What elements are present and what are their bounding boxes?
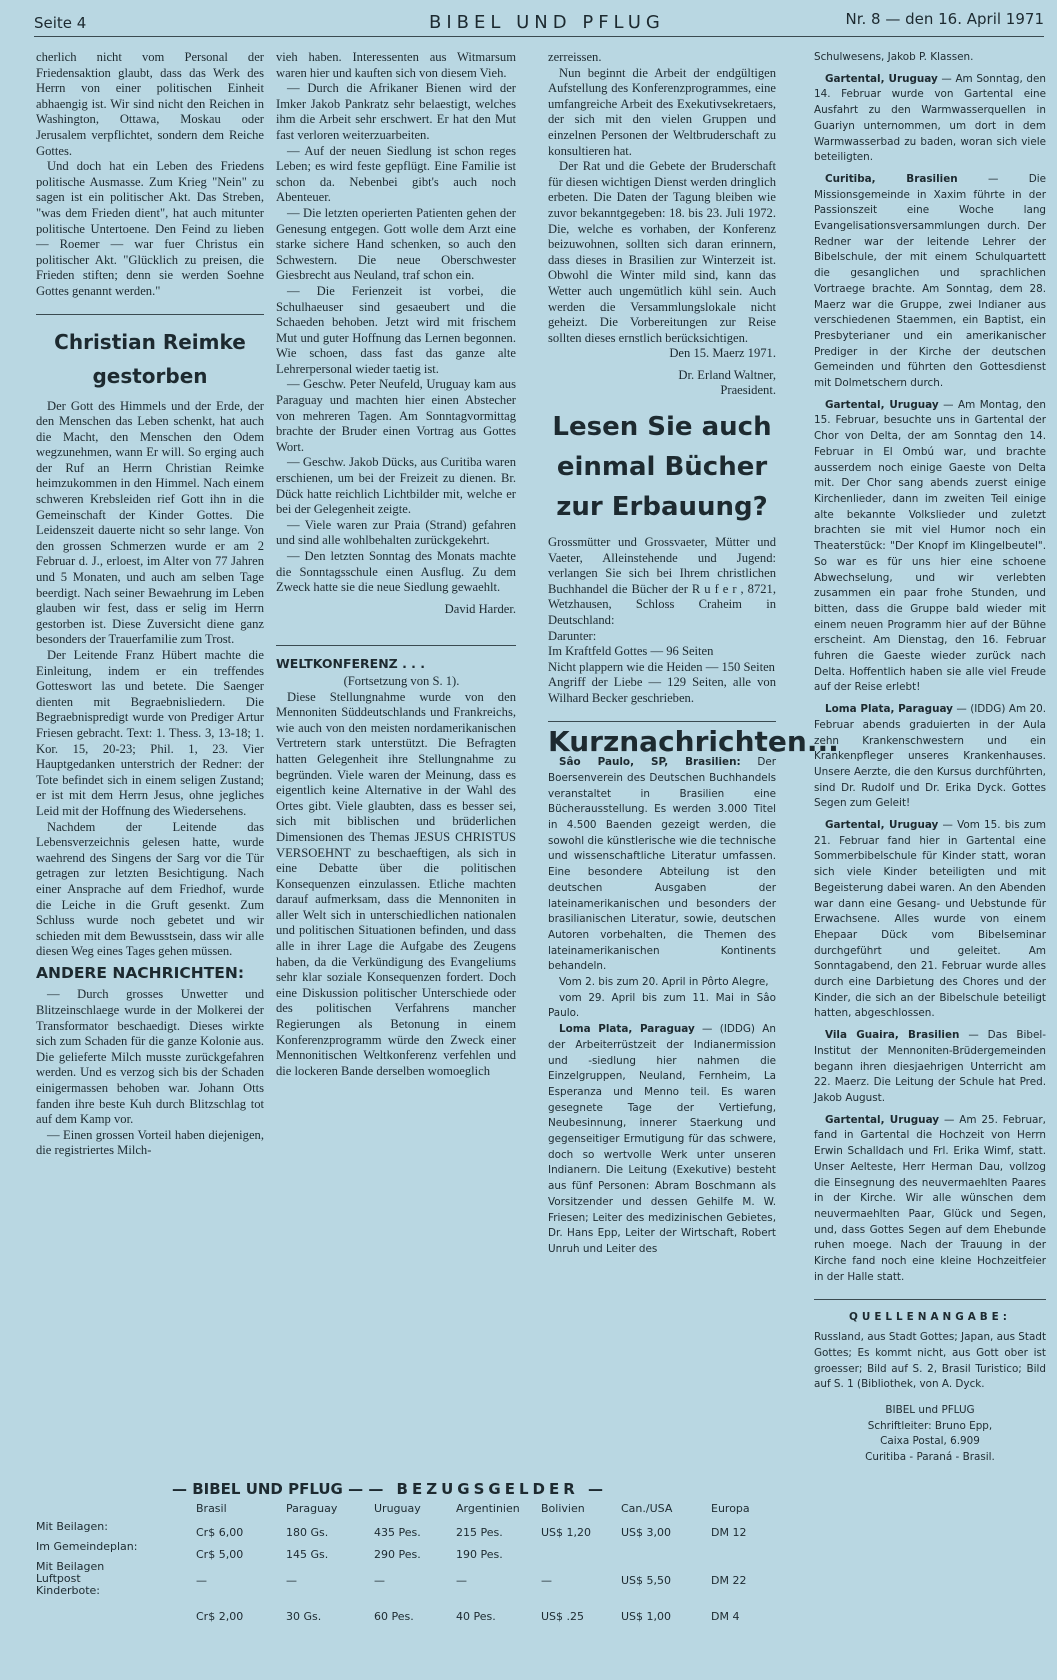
paragraph: Schulwesens, Jakob P. Klassen. [814,51,974,63]
news-location: Curitiba, Brasilien [825,172,958,185]
news-location: Gartental, Uruguay [825,398,939,411]
paragraph: — Geschw. Jakob Dücks, aus Curitiba waren erschienen, um bei der Freizeit zu dienen. Br. Dück hatte reichlich Lichtbilder mit, welche er bei der Gelegenheit zeigte. [276,455,516,517]
paragraph: — Auf der neuen Siedlung ist schon reges Leben; es wird feste gepflügt. Eine Familie ist schon da. Nebenbei gibt's auch noch Abenteuer. [276,143,516,205]
table-cell: — [196,1574,207,1587]
row-label: Mit Beilagen: [36,1520,108,1533]
list-item: Angriff der Liebe — 129 Seiten, alle von Wilhard Becker geschrieben. [548,675,776,705]
table-cell: Cr$ 5,00 [196,1548,244,1561]
table-cell: 290 Pes. [374,1548,421,1561]
dateline: Den 15. Maerz 1971. [669,346,776,361]
sources-text: Russland, aus Stadt Gottes; Japan, aus Stadt Gottes; Es kommt nicht, aus Gott ober ist groesser; Bild auf S. 2, Brasil Turistico; Bild auf S. 1 (Bibliothek, von A. Dyck. [814,1331,1047,1391]
table-cell: — [541,1574,552,1587]
table-cell: DM 22 [711,1574,747,1587]
column-3 [548,50,839,1460]
page-number: Seite 4 [34,14,87,32]
continuation-note: (Fortsetzung von S. 1). [343,673,460,688]
row-label: Im Gemeindeplan: [36,1540,138,1553]
column-4 [814,50,1046,1650]
paragraph: Der Rat und die Gebete der Bruderschaft für diesen wichtigen Dienst werden dringlich erbeten. Die Daten der Tagung bleiben wie zuvor bekanntgegeben: 18. bis 23. Juli 1972. Die, welche es vorhaben, der Konferenz beizuwohnen, sollten sich daran erinnern, dass dieses in Brasilien zur Winterzeit ist. Obwohl die Winter mild sind, kann das Wetter auch ungemütlich kühl sein. Auch werden die Versammlungslokale nicht geheizt. Die Vorbereitungen zur Reise sollten dieses ernstlich berücksichtigen. [548,159,776,345]
news-location: Gartental, Uruguay [825,819,939,832]
paragraph: Der Gott des Himmels und der Erde, der den Menschen das Leben schenkt, hat auch die Macht, den Menschen den Odem wegzunehmen, wann Er will. So erging auch der Ruf an Herrn Christian Reimke heimzukommen in den Himmel. Nach einem schweren Krebsleiden rief Gott ihn in die Gemeinschaft der Kinder Gottes. Die Leidenszeit dauerte nicht so sehr lange. Von den grossen Schmerzen wurde er am 2 Februar d. J., erloest, im Alter von 77 Jahren und 5 Monaten, und auch am selben Tage beerdigt. Nach seiner Bewaehrung im Leben glauben wir fest, dass er selig im Herrn gestorben ist. Diese Zuversicht diene ganz besonders der Trauerfamilie zum Trost. [36,398,264,647]
signature-title: Praesident. [720,383,776,398]
list-heading: Darunter: [548,628,597,643]
headline-line: gestorben [92,363,208,388]
paragraph: Diese Stellungnahme wurde von den Mennoniten Süddeutschlands und Frankreichs, wie auch von den meisten nordamerikanischen Vertretern stark unterstützt. Die Befragten hatten Gelegenheit ihre Stellungnahme zu begründen. Viele waren der Meinung, dass es eigentlich keine Alternative in der Wahl des Ortes gibt. Viele glaubten, dass es besser sei, sich mit biblischen und brüderlichen Dimensionen des Themas JESUS CHRISTUS VERSOEHNT zu beschaeftigen, als sich in eine Debatte über die politischen Konsequenzen einzulassen. Etliche machten darauf aufmerksam, dass die Mennoniten in aller Welt sich in unterschiedlichen nationalen und politischen Situationen befinden, und dass alle in ihrer Lage die Aufgabe des Zeugens haben, da die Verkündigung des Evangeliums sehr klar soziale Konsequenzen fordert. Doch eine Diskussion politischer Unterschiede oder des politischen Verfahrens mancher Regierungen als Betonung in einem Konferenzprogramm würde den Zweck einer Mennonitischen Weltkonferenz verfehlen und die lockeren Bande derselben womoeglich [276,689,516,1078]
table-title [172,1480,607,1498]
column-header: Brasil [196,1502,227,1515]
column-header: Europa [711,1502,750,1515]
column-header: Argentinien [456,1502,520,1515]
sources-box [814,1310,1046,1465]
table-cell: 215 Pes. [456,1526,503,1539]
sources-heading: QUELLENANGABE: [849,1311,1011,1324]
imprint-title: BIBEL und PFLUG [885,1403,975,1416]
news-text: Der Boersenverein des Deutschen Buchhandels veranstaltet in Brasilien eine Bücherausstellung. Es werden 3.000 Titel in 4.500 Baenden gezeigt werden, die sowohl die künstlerische wie die technische und wissenschaftliche Literatur umfassen. Eine besondere Abteilung ist den deutschen Ausgaben der lateinamerikanischen und besonders der brasilianischen Literatur, sowie, deutschen Autoren vorbehalten, die Themen des lateinamerikanischen Kontinents behandeln. [548,756,776,973]
table-cell: 145 Gs. [286,1548,329,1561]
news-text: — Am 25. Februar, fand in Gartental die Hochzeit von Herrn Erwin Schalldach und Frl. Erika Wimf, statt. Unser Aelteste, Herr Herman Dau, vollzog die Einsegnung des neuvermaehlten Paares in der Kirche. Wir alle wünschen dem neuvermaehlten Paar, Glück und Segen, und, dass Gottes Segen auf dem Ehebunde ruhen moege. Nach der Trauung in der Kirche fand noch eine kleine Hochzeitfeier in der Halle statt. [814,1113,1046,1283]
news-location: Loma Plata, Paraguay [559,1023,695,1036]
imprint-postbox: Caixa Postal, 6.909 [880,1435,980,1448]
imprint-editor: Schriftleiter: Bruno Epp, [867,1419,993,1432]
table-cell: — [374,1574,385,1587]
table-cell: 30 Gs. [286,1610,322,1623]
row-label: Luftpost [36,1572,81,1585]
table-cell: US$ 5,50 [621,1574,672,1587]
subscription-table [36,1480,816,1660]
table-cell: — [286,1574,297,1587]
table-cell: Cr$ 6,00 [196,1526,244,1539]
paragraph: Und doch hat ein Leben des Friedens politische Ausmasse. Zum Krieg "Nein" zu sagen ist ein politischer Akt. Das Streben, "was dem Frieden dient", hat auch mitunter politische Untertoene. Den Feind zu lieben — Roemer — war fuer Christus ein politischer Akt. "Glücklich zu preisen, die Frieden stiften; denn sie werden Soehne Gottes genannt werden." [36,159,264,298]
headline-line: zur Erbauung? [556,492,768,523]
table-cell: US$ .25 [541,1610,585,1623]
divider [548,721,776,722]
table-cell: 180 Gs. [286,1526,329,1539]
table-cell: DM 12 [711,1526,747,1539]
row-label: Mit Beilagen [36,1560,105,1573]
headline-line: Christian Reimke [54,329,246,354]
row-label: Kinderbote: [36,1584,101,1597]
table-cell: Cr$ 2,00 [196,1610,244,1623]
signature: Dr. Erland Waltner, [678,367,776,382]
paragraph: Nachdem der Leitende das Lebensverzeichnis gelesen hatte, wurde waehrend des Singens der Sarg vor die Tür getragen zur letzten Besichtigung. Nach einer Ansprache auf dem Friedhof, wurde die Leiche in die Gruft gesenkt. Zum Schluss wurde noch gebetet und wir schieden mit dem Bewusstsein, dass wir alle diesen Weg eines Tages gehen müssen. [36,819,264,959]
imprint-city: Curitiba - Paraná - Brasil. [865,1451,995,1464]
news-text: — Am Sonntag, den 14. Februar wurde von Gartental eine Ausfahrt zu den Warmwasserquellen in Guariyn unternommen, um dort in dem Warmwasserbad zu baden, woran sich viele beteiligten. [814,72,1046,164]
divider [36,314,264,315]
column-2 [276,50,516,1370]
table-cell: 435 Pes. [374,1526,421,1539]
paragraph: zerreissen. [548,50,602,64]
table-cell: US$ 1,20 [541,1526,592,1539]
news-location: Gartental, Uruguay [825,1113,940,1126]
table-title-b: — BEZUGSGELDER — [368,1480,607,1498]
paragraph: Grossmütter und Grossvaeter, Mütter und Vaeter, Alleinstehende und Jugend: verlangen Sie sich bei Ihrem christlichen Buchhandel die Bücher der R u f e r , 8721, Wetzhausen, Schloss Craheim in Deutschland: [548,535,776,628]
paragraph: — Die letzten operierten Patienten gehen der Genesung entgegen. Gott wolle dem Arzt eine starke sichere Hand schenken, so auch den Schwestern. Die neue Oberschwester Giesbrecht aus Neuland, traf schon ein. [276,205,516,283]
table-title-a: — BIBEL UND PFLUG — [172,1480,364,1498]
news-location: Gartental, Uruguay [825,72,938,85]
paragraph: Der Leitende Franz Hübert machte die Einleitung, indem er ein treffendes Gotteswort las und betete. Die Saenger dienten mit Begraebnisliedern. Die Begraebnispredigt wurde von Prediger Artur Friesen gebracht. Text: 1. Thess. 3, 13-18; 1. Kor. 15, 20-23; Phil. 1, 23. Vier Hauptgedanken unterstrich der Redner: der Tote befindet sich in einem seligen Zustand; er ist mit dem Herrn Jesus, ohne jegliches Leid mit der Hoffnung des Wiedersehens. [36,648,264,818]
paragraph: vom 29. April bis zum 11. Mai in Sâo Paulo. [548,991,776,1020]
table-cell: — [456,1574,467,1587]
news-text: — Am Montag, den 15. Februar, besuchte uns in Gartental der Chor von Delta, der am Sonntag den 14. Februar in El Ombú war, und brachte ausserdem noch einige Gaeste von Delta mit. Der Chor sang abends zuerst einige Kirchenlieder, dann im zweiten Teil einige alte bekannte Volkslieder und zuletzt brachten sie mit viel Humor noch ein Theaterstück: "Der Knopf im Klingelbeutel". So war es für uns hier eine schoene Abwechselung, und wir verlebten zusammen ein paar frohe Stunden, und bitten, dass die Gruppe bald wieder mit einem neuen Programm hier auf der Bühne erscheint. Am Dienstag, den 16. Februar fuhren die Gaeste wieder zurück nach Delta. Hoffentlich haben sie alle viel Freude auf der Reise erlebt! [814,398,1046,694]
paragraph: — Den letzten Sonntag des Monats machte die Sonntagsschule einen Ausflug. Zu dem Zweck hatte sie die neue Siedlung gewaehlt. [276,549,516,595]
advert-headline [548,407,776,527]
paragraph: — Die Ferienzeit ist vorbei, die Schulhaeuser sind gesaeubert und die Schaeden behoben. Jetzt wird mit frischem Mut und guter Hoffnung das Lernen begonnen. Wie schoen, dass fast das ganze alte Lehrerpersonal wieder taetig ist. [276,283,516,376]
paragraph: — Durch die Afrikaner Bienen wird der Imker Jakob Pankratz sehr belaestigt, welches ihm die Arbeit sehr erschwert. Er hat den Mut fast verloren weiterzuarbeiten. [276,81,516,142]
headline-line: Lesen Sie auch [552,412,772,443]
news-item [548,755,776,1258]
news-text: — (IDDG) Am 20. Februar abends graduierten in der Aula zehn Krankenschwestern und ein Krankenpfleger unseres Krankenhauses. Unsere Aerzte, die den Kursus durchführten, sind Dr. Rudolf und Dr. Erika Dyck. Gottes Segen zum Geleit! [814,703,1046,810]
paragraph: Nun beginnt die Arbeit der endgültigen Aufstellung des Konferenzprogrammes, eine umfangreiche Arbeit des Exekutivsekretaers, der sich mit den vielen Gruppen und einzelnen Personen der Weltbruderschaft zu konsultieren hat. [548,65,776,158]
column-1 [36,50,264,1370]
list-item: Nicht plappern wie die Heiden — 150 Seiten [548,659,775,674]
news-text: — Die Missionsgemeinde in Xaxim führte in der Passionszeit eine Woche lang Evangelisationsversammlungen durch. Der Redner war der leitende Lehrer der Bibelschule, der mit einem Schulquartett die gesanglichen und sprachlichen Vortraege brachte. Am Sonntag, dem 28. Maerz war die Gruppe, zwei Indianer aus verschiedenen Staemmen, ein Baptist, ein Presbyterianer und ein amerikanischer Prediger in der Kirche der deutschen Gemeinden und führten den Gottesdienst mit Dolmetschern durch. [814,172,1046,390]
headline-line: einmal Bücher [556,452,768,483]
column-header: Uruguay [374,1502,421,1515]
table-cell: US$ 1,00 [621,1610,672,1623]
news-text: — (IDDG) An der Arbeiterrüstzeit der Indianermission und -siedlung hier nahmen die Einzelgruppen, Neuland, Fernheim, La Esperanza und Menno teil. Es waren gesegnete Tage der Vertiefung, Neubesinnung, innerer Staerkung und gegenseitiger Ermutigung für das schwere, doch so wertvolle Werk unter unseren Indianern. Die Leitung (Exekutive) besteht aus fünf Personen: Abram Boschmann als Vorsitzender und dessen Gehilfe M. W. Friesen; Leiter des medizinischen Gebietes, Dr. Hans Epp, Leiter der Wirtschaft, Robert Unruh und Leiter des [548,1023,776,1255]
news-text: — Vom 15. bis zum 21. Februar fand hier in Gartental eine Sommerbibelschule für Kinder statt, woran sich viele Kinder beteiligten und mit Begeisterung dabei waren. An den Abenden war dann eine Gesang- und Uebstunde für Erwachsene. Alles wurde von einem Ehepaar Dück vom Bibelseminar durchgeführt und geleitet. Am Sonntagabend, den 21. Februar wurde alles durch eine Darbietung des Chores und der Kinder, die sich an der Bibelschule beteiligt hatten, abgeschlossen. [814,819,1046,1020]
paragraph: vieh haben. Interessenten aus Witmarsum waren hier und kauften sich von diesem Vieh. [276,50,516,80]
paragraph: — Einen grossen Vorteil haben diejenigen, die registriertes Milch- [36,1127,264,1158]
column-header: Can./USA [621,1502,673,1515]
news-text: — Das Bibel-Institut der Mennoniten-Brüdergemeinden begann ihren diesjaehrigen Unterricht am 22. Maerz. Die Leitung der Schule hat Pred. Jakob August. [814,1029,1046,1104]
divider [276,645,516,646]
section-heading: ANDERE NACHRICHTEN: [36,963,245,982]
section-heading: WELTKONFERENZ . . . [276,656,426,672]
divider [814,1299,1046,1300]
obituary-headline [36,325,264,393]
paragraph: — Durch grosses Unwetter und Blitzeinschlaege wurde in der Molkerei der Transformator beschaedigt. Dieses wirkte sich zum Schaden für die ganze Kolonie aus. Die gelieferte Milch musste zurückgefahren werden. Und es verzog sich bis der Schaden einigermassen behoben war. Johann Otts fanden ihre beste Kuh durch Blitzschlag tot auf dem Kamp vor. [36,987,264,1127]
signature: David Harder. [444,601,516,616]
section-heading: Kurznachrichten... [548,724,839,758]
paragraph: — Geschw. Peter Neufeld, Uruguay kam aus Paraguay und machten hier einen Abstecher von mehreren Tagen. Am Sonntagvormittag brachte der Bruder einen Vortrag aus Gottes Wort. [276,377,516,454]
column-header: Bolivien [541,1502,585,1515]
table-cell: 60 Pes. [374,1610,414,1623]
table-cell: 190 Pes. [456,1548,503,1561]
table-cell: 40 Pes. [456,1610,496,1623]
table-cell: US$ 3,00 [621,1526,672,1539]
paragraph: cherlich nicht vom Personal der Friedensaktion glaubt, dass das Werk des Herrn von einer politischen Einheit abhaengig ist. Wir sind nicht den Reichen in Washington, Ottawa, Moskau oder Jerusalem verpflichtet, sondern dem Reiche Gottes. [36,50,264,158]
news-location: Sâo Paulo, SP, Brasilien: [559,756,741,769]
paragraph: — Viele waren zur Praia (Strand) gefahren und sind alle wohlbehalten zurückgekehrt. [276,517,516,548]
column-header: Paraguay [286,1502,338,1515]
masthead-title: BIBEL UND PFLUG [429,12,665,33]
issue-date: Nr. 8 — den 16. April 1971 [845,10,1044,28]
paragraph: Vom 2. bis zum 20. April in Pôrto Alegre, [559,976,769,989]
news-location: Loma Plata, Paraguay [825,703,953,716]
table-cell: DM 4 [711,1610,740,1623]
page-header [34,10,1044,36]
news-location: Vila Guaira, Brasilien [825,1029,960,1042]
list-item: Im Kraftfeld Gottes — 96 Seiten [548,644,714,659]
header-rule [34,36,1044,37]
